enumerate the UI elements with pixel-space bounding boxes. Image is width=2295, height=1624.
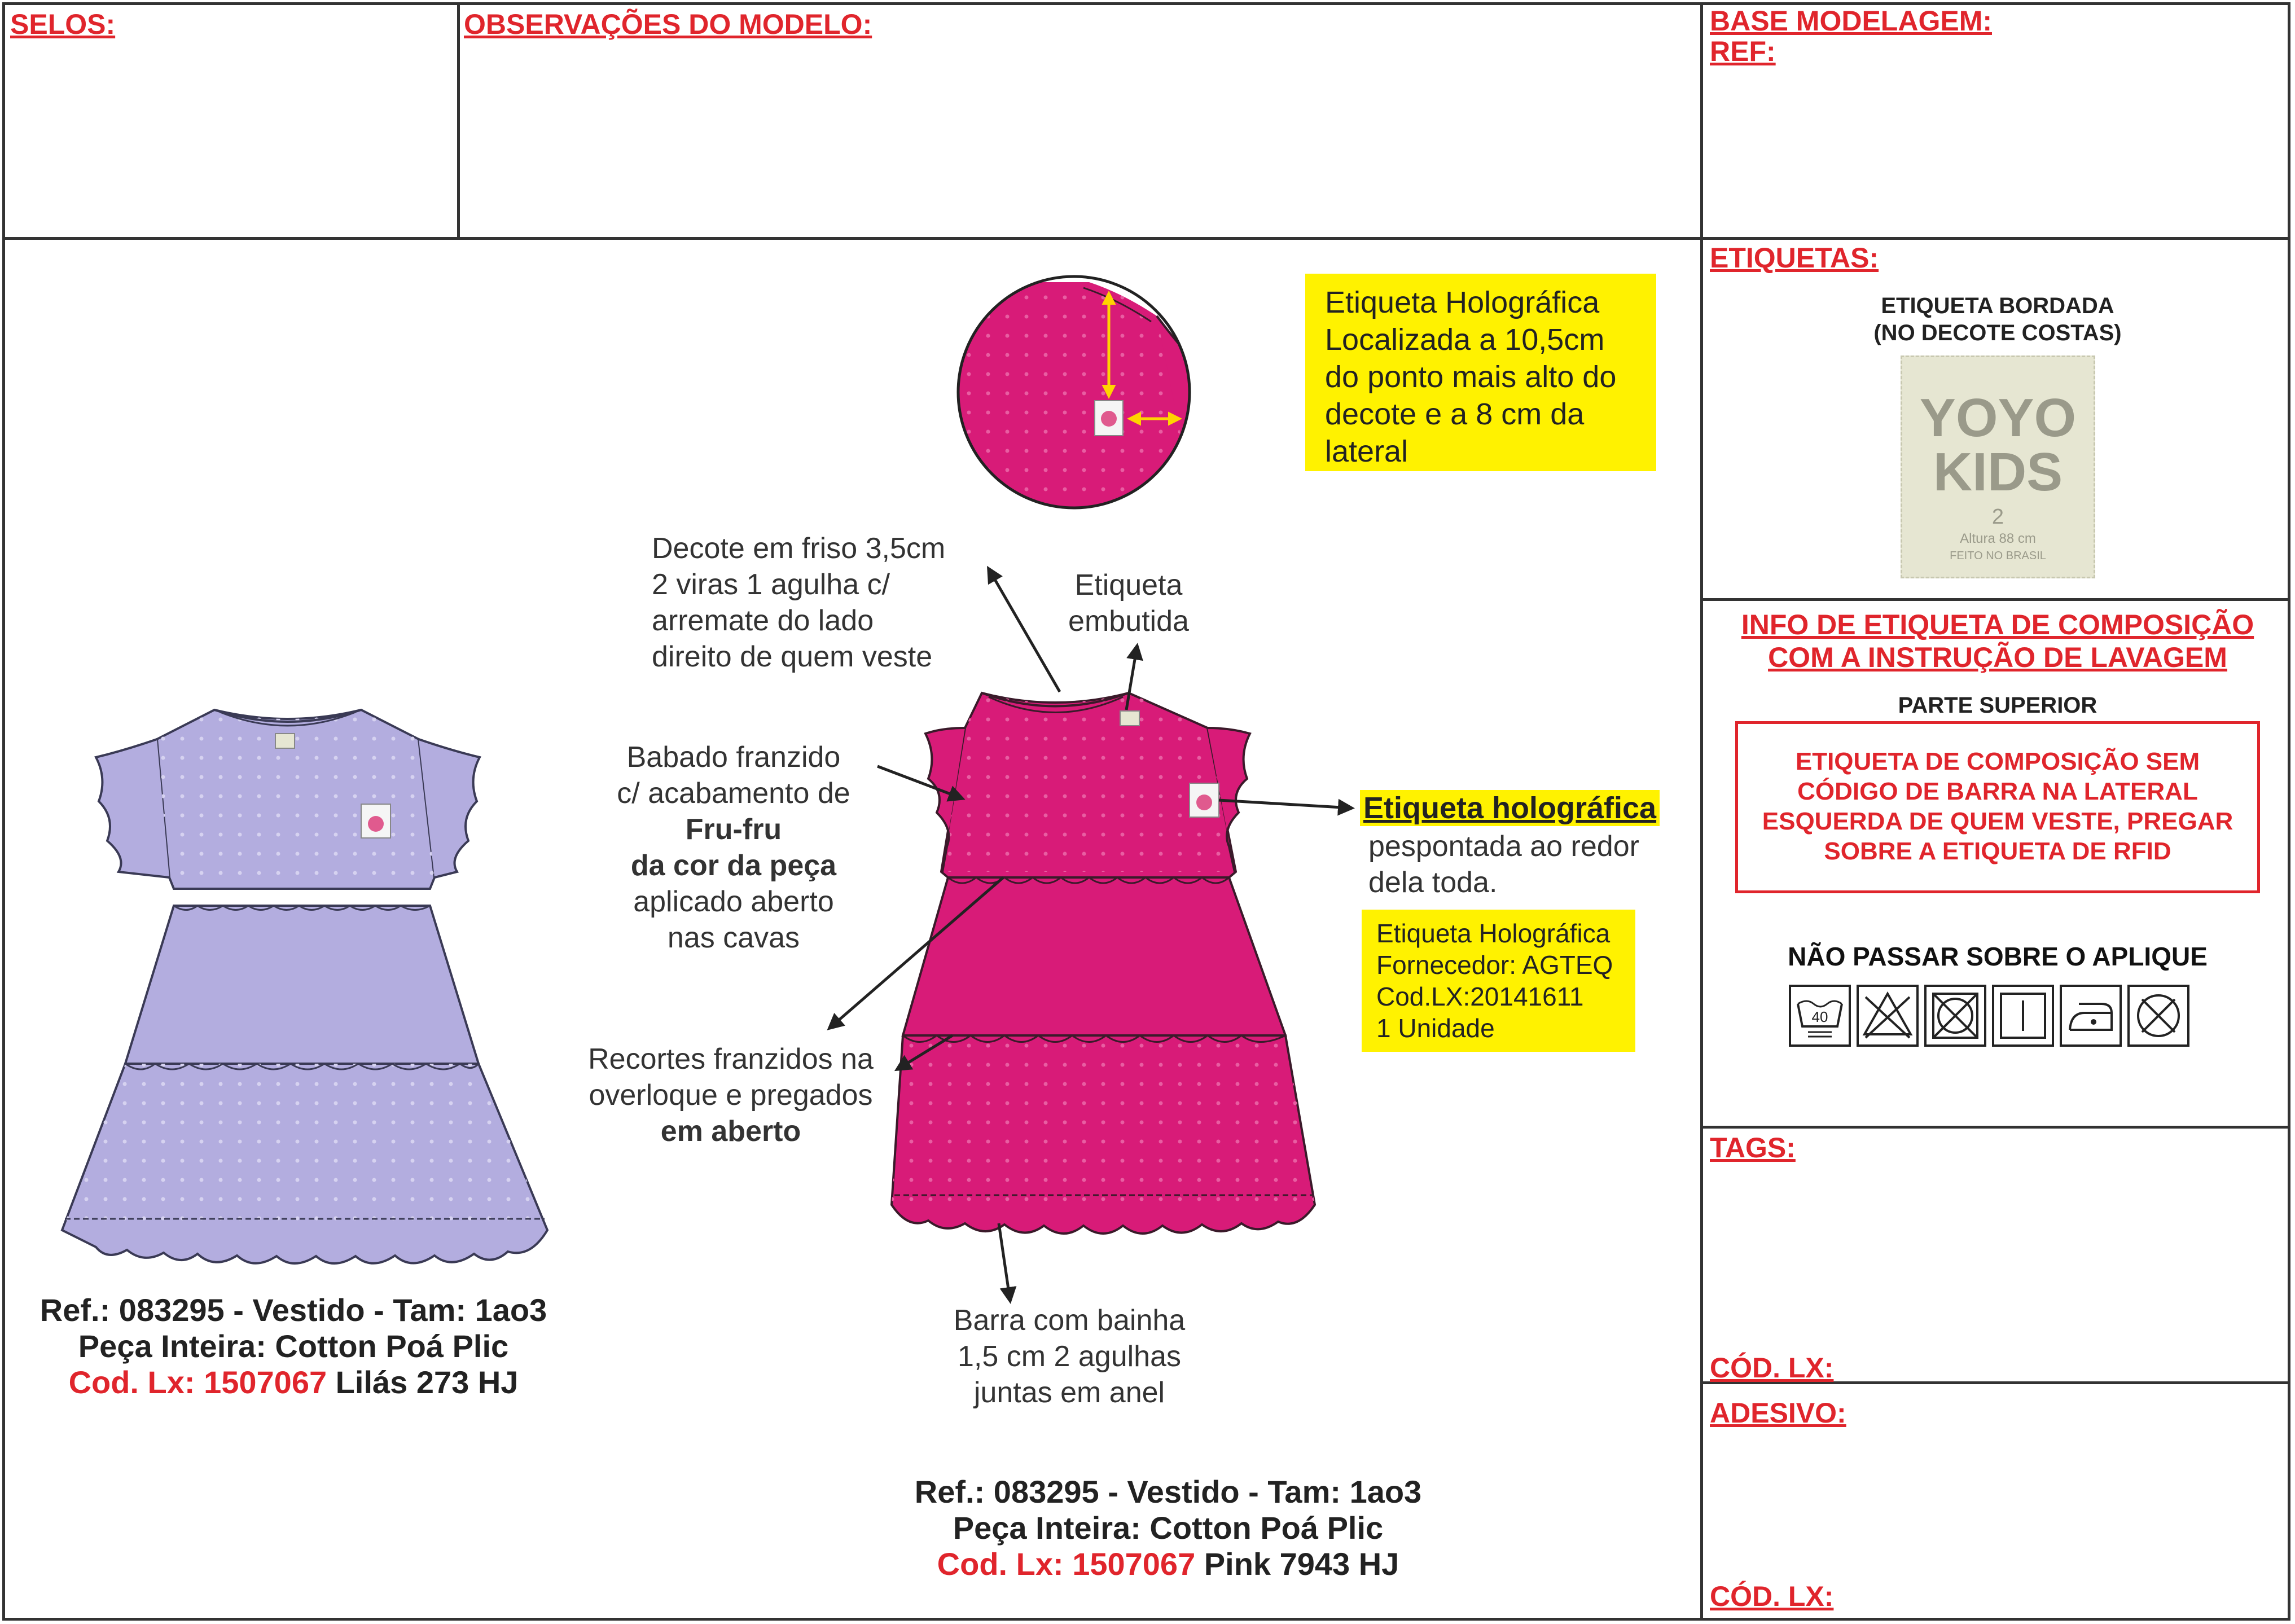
recortes-bold: em aberto [660,1115,801,1148]
decote-line-2: 2 viras 1 agulha c/ [652,568,890,601]
embutida-line-1: Etiqueta [1074,569,1183,602]
barra-line-2: 1,5 cm 2 agulhas [957,1340,1182,1373]
recortes-line-2: overloque e pregados [589,1079,873,1112]
lilac-cod: Cod. Lx: 1507067 [68,1364,327,1400]
holo-desc-line-1: pespontada ao redor [1368,830,1639,863]
babado-callout [581,739,886,956]
lilac-ref-line-1: Ref.: 083295 - Vestido - Tam: 1ao3 [40,1292,547,1328]
lilac-ref-line-3 [11,1364,576,1401]
babado-bold-1: Fru-fru [685,813,782,846]
holographic-arrow [1219,800,1351,808]
decote-arrow [989,569,1060,692]
embutida-line-2: embutida [1068,605,1189,638]
holo-note-line-1: Etiqueta Holográfica [1325,286,1600,319]
etiquetas-heading: ETIQUETAS: [1710,242,1879,274]
holo-desc-line-2: dela toda. [1368,866,1498,899]
composicao-line-4: SOBRE A ETIQUETA DE RFID [1824,837,2171,865]
holographic-desc [1368,828,1639,901]
label-brand-1: YOYO [1919,388,2077,448]
barra-callout [914,1302,1225,1411]
composicao-box [1735,721,2260,893]
model-ref-pink [886,1474,1450,1582]
supplier-line-3: Cod.LX:20141611 [1376,982,1584,1011]
babado-end-2: nas cavas [667,921,800,954]
recortes-callout [567,1041,894,1149]
lilac-color: Lilás 273 HJ [335,1364,519,1400]
supplier-line-1: Etiqueta Holográfica [1376,919,1611,948]
decote-line-3: arremate do lado [652,604,874,637]
embroidered-label [1901,355,2095,578]
holo-note-line-5: lateral [1325,434,1408,468]
holographic-position-note [1305,274,1656,471]
line-dry-icon [1992,985,2054,1047]
supplier-note [1362,910,1635,1052]
label-made: FEITO NO BRASIL [1950,550,2046,562]
barra-line-3: juntas em anel [973,1376,1165,1409]
ref-heading: REF: [1710,36,1776,67]
wash-40-icon [1789,985,1851,1047]
barra-arrow [999,1223,1010,1301]
etiqueta-bordada-caption [1710,292,2285,346]
adesivo-heading: ADESIVO: [1710,1397,1846,1429]
lilac-dress-drawing [62,710,547,1263]
composicao-heading-2: COM A INSTRUÇÃO DE LAVAGEM [1768,642,2227,673]
embutida-callout [1061,567,1196,639]
pink-ref-line-3 [886,1546,1450,1582]
babado-line-2: c/ acabamento de [617,777,850,810]
no-dry-clean-icon [2127,985,2189,1047]
decote-line-4: direito de quem veste [652,640,933,673]
label-brand-2: KIDS [1933,442,2063,502]
sidebar-divider-composicao [1700,1126,2290,1129]
holo-note-line-3: do ponto mais alto do [1325,360,1617,394]
cod-lx-adesivo: CÓD. LX: [1710,1581,1834,1612]
tags-heading: TAGS: [1710,1132,1796,1164]
wash-temp: 40 [1811,1008,1828,1025]
holo-note-line-4: decote e a 8 cm da [1325,397,1585,431]
label-size: 2 [1991,505,2004,529]
decote-line-1: Decote em friso 3,5cm [652,532,946,565]
parte-superior-label: PARTE SUPERIOR [1898,693,2097,718]
label-height: Altura 88 cm [1960,531,2036,546]
babado-end-1: aplicado aberto [633,885,834,918]
pink-cod: Cod. Lx: 1507067 [937,1546,1196,1582]
lilac-ref-line-2: Peça Inteira: Cotton Poá Plic [78,1328,509,1364]
holo-note-line-2: Localizada a 10,5cm [1325,323,1605,357]
model-ref-lilac [11,1292,576,1401]
recortes-line-1: Recortes franzidos na [588,1043,874,1076]
sidebar-divider [1700,2,1703,1621]
composicao-line-3: ESQUERDA DE QUEM VESTE, PREGAR [1762,807,2233,835]
holographic-detail-circle [954,271,1208,513]
iron-low-icon [2060,985,2122,1047]
observacoes-heading: OBSERVAÇÕES DO MODELO: [464,8,872,40]
nao-passar-label: NÃO PASSAR SOBRE O APLIQUE [1788,942,2208,971]
no-tumble-dry-icon [1924,985,1986,1047]
composicao-line-2: CÓDIGO DE BARRA NA LATERAL [1797,778,2198,805]
supplier-line-4: 1 Unidade [1376,1013,1495,1043]
pink-color: Pink 7943 HJ [1204,1546,1399,1582]
barra-line-1: Barra com bainha [953,1304,1186,1337]
sidebar-divider-etiquetas [1700,598,2290,601]
base-modelagem-heading: BASE MODELAGEM: [1710,5,1992,37]
pink-dress-drawing [892,693,1315,1234]
bordada-line-2: (NO DECOTE COSTAS) [1873,321,2122,345]
pink-ref-line-1: Ref.: 083295 - Vestido - Tam: 1ao3 [914,1474,1422,1509]
no-bleach-icon [1857,985,1919,1047]
decote-callout [652,530,945,675]
babado-bold-2: da cor da peça [630,849,837,882]
supplier-line-2: Fornecedor: AGTEQ [1376,950,1613,980]
composicao-line-1: ETIQUETA DE COMPOSIÇÃO SEM [1795,748,2200,775]
composicao-heading-1: INFO DE ETIQUETA DE COMPOSIÇÃO [1741,609,2254,640]
babado-line-1: Babado franzido [626,741,841,774]
bordada-line-1: ETIQUETA BORDADA [1881,293,2114,318]
selos-heading: SELOS: [10,8,116,40]
cod-lx-tags: CÓD. LX: [1710,1352,1834,1384]
pink-ref-line-2: Peça Inteira: Cotton Poá Plic [953,1510,1384,1546]
holographic-title: Etiqueta holográfica [1360,790,1660,826]
